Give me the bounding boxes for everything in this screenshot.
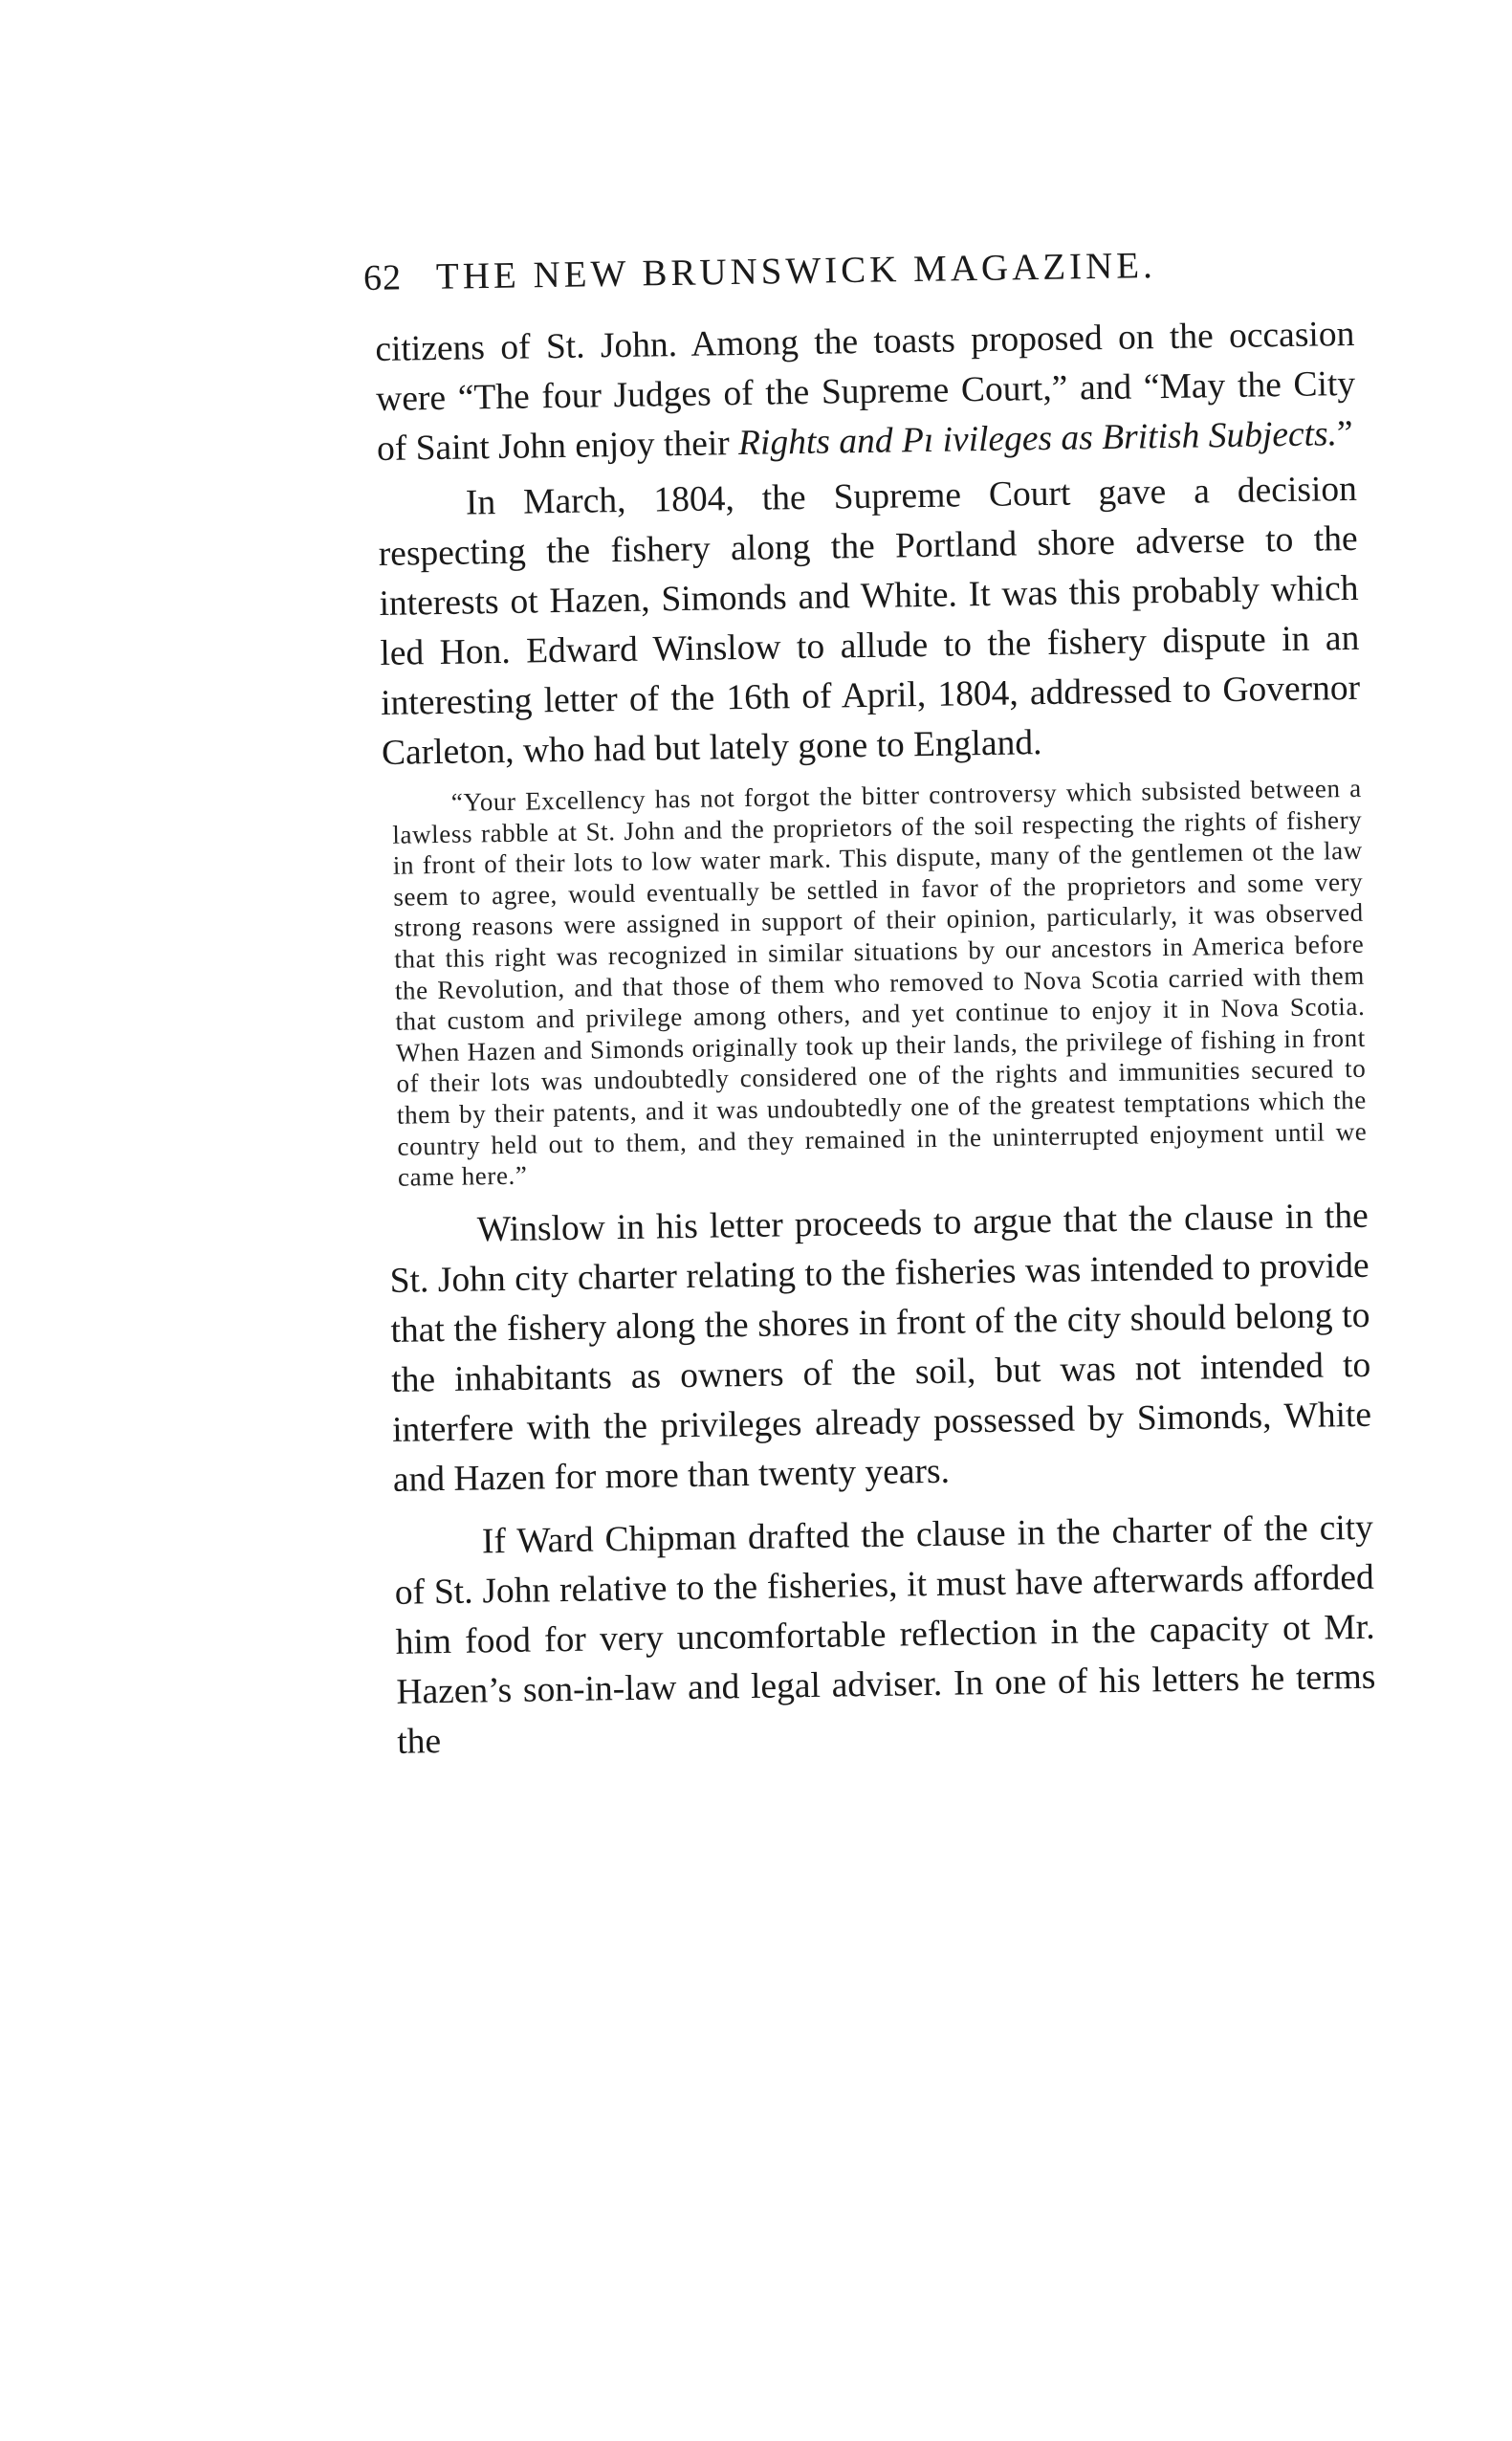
paragraph-toasts-end: ”	[1336, 413, 1353, 454]
paragraph-supreme-court: In March, 1804, the Supreme Court gave a decision respecting the fishery along the Portland shore adverse to the interests ot Hazen, Simonds and White. It was this probably which led Hon. Edward Winslow to allude to the fishery dispute in an interesting letter of the 16th of April, 1804, addressed to Governor Carleton, who had but lately gone to England.	[378, 469, 1361, 773]
block-quote-winslow-letter: “Your Excellency has not forgot the bitter controversy which subsisted between a lawless rabble at St. John and the proprietors of the soil respecting the rights of fishery in front of their lots to low water mark. This dispute, many of the gentlemen ot the law seem to agree, would eventually be settled in favor of the proprietors and some very strong reasons were assigned in support of their opinion, particularly, it was observed that this right was recognized in similar situations by our ancestors in America before the Revolution, and that those of them who removed to Nova Scotia carried with them that custom and privilege among others, and yet continue to enjoy it in Nova Scotia. When Hazen and Simonds originally took up their lands, the privilege of fishing in front of their lots was undoubtedly considered one of the rights and immunities secured to them by their patents, and it was undoubtedly one of the greatest temptations which the country held out to them, and they remained in the uninterrupted enjoyment until we came here.”	[392, 773, 1368, 1192]
article-body	[375, 310, 1377, 1768]
paragraph-toasts-text: citizens of St. John. Among the toasts proposed on the occasion were “The four Judges of the Supreme Court,” and “May the City of Saint John enjoy their	[375, 314, 1356, 469]
paragraph-winslow-argument: Winslow in his letter proceeds to argue that the clause in the St. John city charter relating to the fisheries was intended to provide that the fishery along the shores in front of the city should belong to the inhabitants as owners of the soil, but was not intended to interfere with the privileges already possessed by Simonds, White and Hazen for more than twenty years.	[389, 1196, 1372, 1500]
paragraph-toasts	[375, 310, 1356, 474]
paragraph-toasts-italic: Rights and Pı ivileges as British Subjects.	[737, 414, 1338, 464]
paragraph-ward-chipman: If Ward Chipman drafted the clause in the charter of the city of St. John relative to the fisheries, it must have afterwards afforded him food for very uncomfortable reflection in the capacity ot Mr. Hazen’s son-in-law and legal adviser. In one of his letters he terms the	[394, 1507, 1376, 1762]
running-title: THE NEW BRUNSWICK MAGAZINE.	[435, 244, 1157, 297]
page-header	[363, 241, 1359, 299]
page-number: 62	[362, 257, 403, 298]
